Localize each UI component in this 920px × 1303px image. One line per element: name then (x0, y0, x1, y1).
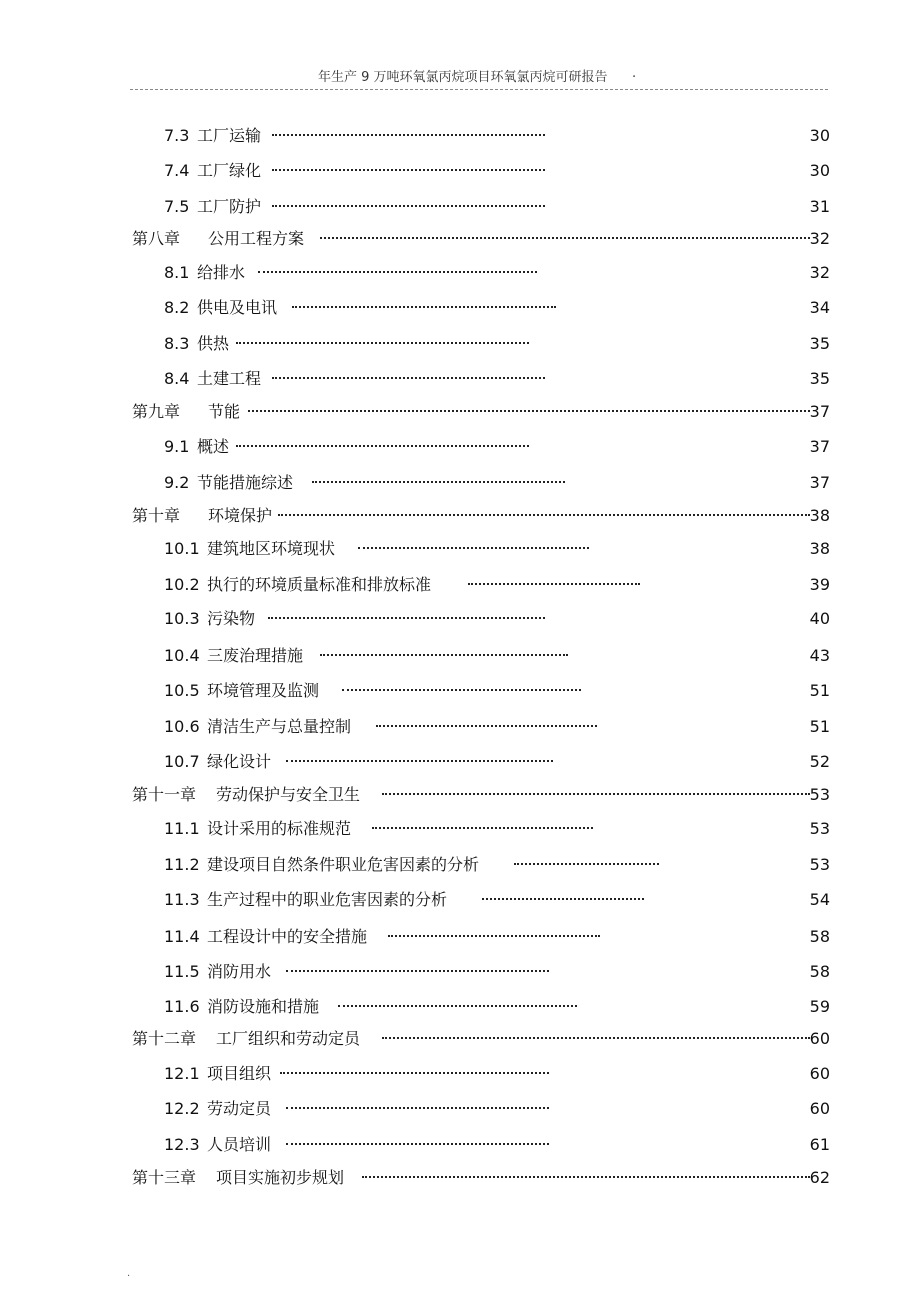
toc-entry-number: 12.3 (164, 1135, 200, 1154)
toc-leader-dots (292, 304, 556, 308)
toc-entry-title: 三废治理措施 (207, 646, 304, 665)
toc-leader-dots (248, 408, 810, 412)
toc-entry-number: 7.5 (164, 197, 190, 216)
toc-section-entry[interactable] (164, 263, 246, 283)
toc-leader-dots (382, 791, 810, 795)
toc-entry-number: 11.6 (164, 997, 200, 1016)
toc-entry-title: 清洁生产与总量控制 (207, 717, 352, 736)
toc-section-entry[interactable] (164, 126, 262, 146)
toc-page-number: 30 (809, 126, 830, 145)
toc-entry-title: 绿化设计 (207, 752, 272, 771)
toc-entry-title: 消防设施和措施 (207, 997, 320, 1016)
toc-leader-dots (358, 545, 589, 549)
toc-leader-dots (286, 758, 553, 762)
toc-page-number: 54 (809, 890, 830, 909)
toc-leader-dots (342, 687, 581, 691)
toc-page-number: 51 (809, 681, 830, 700)
toc-leader-dots (362, 1174, 810, 1178)
toc-page-number: 39 (809, 575, 830, 594)
toc-section-entry[interactable] (164, 997, 320, 1017)
toc-leader-dots (338, 1003, 577, 1007)
toc-section-entry[interactable] (164, 752, 272, 772)
toc-leader-dots (382, 1035, 810, 1039)
page-header (130, 62, 828, 90)
toc-section-entry[interactable] (164, 161, 262, 181)
toc-page-number: 37 (809, 437, 830, 456)
toc-page-number: 60 (809, 1029, 830, 1048)
toc-entry-title: 执行的环境质量标准和排放标准 (207, 575, 432, 594)
toc-entry-title: 土建工程 (197, 369, 262, 388)
toc-entry-title: 设计采用的标准规范 (207, 819, 352, 838)
toc-leader-dots (278, 512, 810, 516)
toc-leader-dots (272, 375, 545, 379)
toc-entry-title: 节能 (208, 402, 241, 421)
toc-page-number: 60 (809, 1099, 830, 1118)
toc-entry-number: 8.3 (164, 334, 190, 353)
toc-page-number: 32 (809, 229, 830, 248)
toc-page-number: 38 (809, 506, 830, 525)
toc-entry-title: 工厂运输 (197, 126, 262, 145)
toc-entry-title: 生产过程中的职业危害因素的分析 (207, 890, 448, 909)
toc-leader-dots (272, 203, 545, 207)
toc-entry-title: 环境保护 (208, 506, 273, 525)
toc-entry-title: 建筑地区环境现状 (207, 539, 336, 558)
toc-entry-number: 10.3 (164, 609, 200, 628)
toc-page-number: 53 (809, 855, 830, 874)
toc-leader-dots (514, 861, 659, 865)
toc-entry-number: 12.2 (164, 1099, 200, 1118)
toc-leader-dots (272, 167, 545, 171)
toc-page-number: 52 (809, 752, 830, 771)
toc-section-entry[interactable] (164, 855, 480, 875)
toc-section-entry[interactable] (164, 962, 272, 982)
toc-chapter-entry[interactable] (132, 785, 830, 805)
toc-page-number: 30 (809, 161, 830, 180)
toc-entry-title: 项目组织 (207, 1064, 272, 1083)
toc-entry-title: 工厂防护 (197, 197, 262, 216)
toc-entry-title: 工程设计中的安全措施 (207, 927, 368, 946)
toc-leader-dots (236, 443, 529, 447)
toc-entry-number: 10.4 (164, 646, 200, 665)
toc-entry-number: 7.3 (164, 126, 190, 145)
header-title: 年生产 9 万吨环氧氯丙烷项目环氧氯丙烷可研报告 (318, 70, 608, 85)
toc-page-number: 43 (809, 646, 830, 665)
toc-chapter-entry[interactable] (132, 1168, 830, 1188)
toc-entry-title: 环境管理及监测 (207, 681, 320, 700)
toc-leader-dots (236, 340, 529, 344)
toc-entry-title: 劳动保护与安全卫生 (216, 785, 361, 804)
toc-page-number: 51 (809, 717, 830, 736)
toc-entry-title: 消防用水 (207, 962, 272, 981)
toc-entry-title: 节能措施综述 (197, 473, 294, 492)
toc-section-entry[interactable] (164, 369, 262, 389)
toc-entry-number: 10.5 (164, 681, 200, 700)
toc-page-number: 40 (809, 609, 830, 628)
toc-entry-number: 7.4 (164, 161, 190, 180)
toc-page-number: 38 (809, 539, 830, 558)
toc-page-number: 31 (809, 197, 830, 216)
toc-section-entry[interactable] (164, 298, 278, 318)
toc-entry-number: 第十二章 (132, 1029, 197, 1048)
toc-entry-number: 11.4 (164, 927, 200, 946)
toc-section-entry[interactable] (164, 681, 320, 701)
toc-entry-number: 8.4 (164, 369, 190, 388)
toc-entry-number: 10.7 (164, 752, 200, 771)
toc-entry-title: 供热 (197, 334, 230, 353)
toc-chapter-entry[interactable] (132, 1029, 830, 1049)
toc-entry-number: 12.1 (164, 1064, 200, 1083)
toc-section-entry[interactable] (164, 539, 336, 559)
toc-entry-number: 10.6 (164, 717, 200, 736)
toc-leader-dots (286, 1141, 549, 1145)
toc-section-entry[interactable] (164, 197, 262, 217)
toc-section-entry[interactable] (164, 1099, 272, 1119)
toc-entry-title: 污染物 (207, 609, 256, 628)
toc-entry-number: 10.1 (164, 539, 200, 558)
toc-entry-number: 第十章 (132, 506, 181, 525)
toc-entry-number: 8.2 (164, 298, 190, 317)
toc-section-entry[interactable] (164, 890, 448, 910)
toc-section-entry[interactable] (164, 1135, 272, 1155)
toc-entry-number: 第八章 (132, 229, 181, 248)
toc-page-number: 34 (809, 298, 830, 317)
toc-entry-title: 建设项目自然条件职业危害因素的分析 (207, 855, 480, 874)
toc-chapter-entry[interactable] (132, 402, 830, 422)
toc-chapter-entry[interactable] (132, 506, 830, 526)
toc-leader-dots (320, 652, 568, 656)
toc-page-number: 58 (809, 962, 830, 981)
toc-entry-number: 10.2 (164, 575, 200, 594)
toc-entry-number: 9.2 (164, 473, 190, 492)
toc-leader-dots (482, 896, 644, 900)
toc-section-entry[interactable] (164, 1064, 272, 1084)
toc-page-number: 59 (809, 997, 830, 1016)
toc-entry-number: 11.1 (164, 819, 200, 838)
toc-entry-title: 劳动定员 (207, 1099, 272, 1118)
toc-leader-dots (388, 933, 600, 937)
toc-leader-dots (286, 1105, 549, 1109)
toc-leader-dots (468, 581, 640, 585)
toc-leader-dots (258, 269, 537, 273)
toc-entry-title: 工厂绿化 (197, 161, 262, 180)
toc-page-number: 58 (809, 927, 830, 946)
toc-page-number: 60 (809, 1064, 830, 1083)
toc-entry-title: 公用工程方案 (208, 229, 305, 248)
toc-entry-number: 11.3 (164, 890, 200, 909)
toc-leader-dots (320, 235, 810, 239)
header-rule (130, 89, 828, 90)
toc-section-entry[interactable] (164, 437, 230, 457)
header-dot: . (632, 66, 637, 81)
toc-entry-title: 供电及电讯 (197, 298, 278, 317)
toc-leader-dots (280, 1070, 549, 1074)
toc-page-number: 37 (809, 402, 830, 421)
toc-page-number: 37 (809, 473, 830, 492)
toc-page-number: 53 (809, 785, 830, 804)
toc-entry-number: 11.5 (164, 962, 200, 981)
toc-section-entry[interactable] (164, 334, 230, 354)
toc-entry-title: 概述 (197, 437, 230, 456)
toc-entry-number: 8.1 (164, 263, 190, 282)
toc-entry-title: 人员培训 (207, 1135, 272, 1154)
toc-entry-number: 11.2 (164, 855, 200, 874)
toc-entry-number: 第十三章 (132, 1168, 197, 1187)
toc-section-entry[interactable] (164, 927, 368, 947)
toc-leader-dots (286, 968, 549, 972)
footer-dot: . (127, 1268, 131, 1279)
toc-entry-title: 工厂组织和劳动定员 (216, 1029, 361, 1048)
toc-leader-dots (268, 615, 545, 619)
toc-page-number: 61 (809, 1135, 830, 1154)
toc-section-entry[interactable] (164, 819, 352, 839)
toc-page-number: 53 (809, 819, 830, 838)
toc-leader-dots (372, 825, 593, 829)
toc-entry-title: 给排水 (197, 263, 246, 282)
toc-section-entry[interactable] (164, 473, 294, 493)
toc-section-entry[interactable] (164, 646, 304, 666)
toc-entry-title: 项目实施初步规划 (216, 1168, 345, 1187)
toc-chapter-entry[interactable] (132, 229, 830, 249)
toc-page-number: 35 (809, 334, 830, 353)
toc-leader-dots (376, 723, 597, 727)
toc-entry-number: 第十一章 (132, 785, 197, 804)
toc-page-number: 35 (809, 369, 830, 388)
toc-page-number: 32 (809, 263, 830, 282)
toc-leader-dots (312, 479, 565, 483)
toc-section-entry[interactable] (164, 575, 432, 595)
toc-section-entry[interactable] (164, 717, 352, 737)
toc-page-number: 62 (809, 1168, 830, 1187)
toc-leader-dots (272, 132, 545, 136)
toc-section-entry[interactable] (164, 609, 256, 629)
toc-entry-number: 第九章 (132, 402, 181, 421)
toc-entry-number: 9.1 (164, 437, 190, 456)
